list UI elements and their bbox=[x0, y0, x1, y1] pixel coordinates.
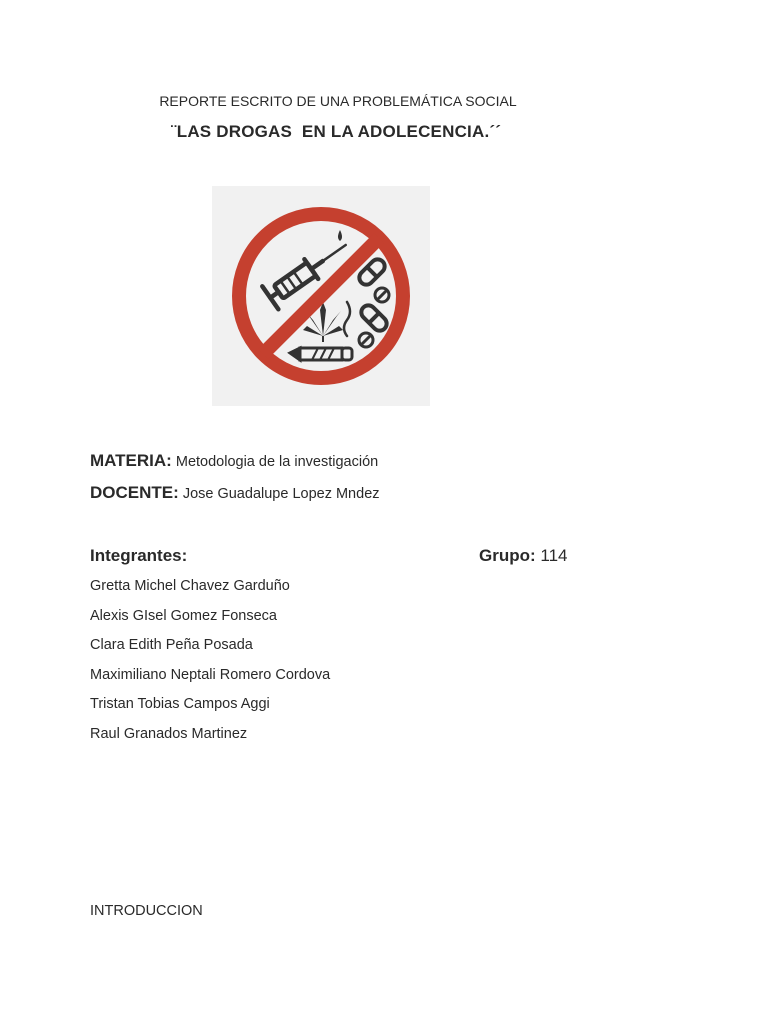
members-list bbox=[90, 577, 330, 755]
grupo-value: 114 bbox=[540, 546, 568, 565]
capsule-icon bbox=[358, 302, 389, 333]
member-item: Clara Edith Peña Posada bbox=[90, 637, 253, 654]
member-item: Gretta Michel Chavez Garduño bbox=[90, 578, 290, 594]
no-drugs-image bbox=[212, 186, 430, 406]
materia-value: Metodologia de la investigación bbox=[175, 454, 379, 470]
docente-value: Jose Guadalupe Lopez Mndez bbox=[182, 486, 380, 502]
integrantes-label: Integrantes: bbox=[90, 546, 188, 565]
grupo-field bbox=[479, 546, 568, 566]
materia-label: MATERIA: bbox=[90, 451, 172, 470]
drop-icon bbox=[338, 230, 342, 241]
report-title: ¨LAS DROGAS EN LA ADOLECENCIA.´´ bbox=[170, 122, 502, 141]
grupo-label: Grupo: bbox=[479, 546, 536, 565]
smoke-icon bbox=[344, 302, 350, 336]
docente-label: DOCENTE: bbox=[90, 483, 179, 502]
member-item: Alexis GIsel Gomez Fonseca bbox=[90, 607, 277, 624]
introduction-heading: INTRODUCCION bbox=[90, 903, 203, 919]
joint-icon bbox=[290, 348, 352, 360]
no-drugs-icon bbox=[212, 186, 430, 406]
member-item: Maximiliano Neptali Romero Cordova bbox=[90, 666, 331, 683]
member-item: Tristan Tobias Campos Aggi bbox=[90, 696, 270, 713]
prohibition-ring-icon bbox=[239, 214, 403, 378]
materia-field bbox=[90, 451, 378, 471]
docente-field bbox=[90, 483, 380, 503]
member-item: Raul Granados Martinez bbox=[90, 725, 248, 742]
report-subtitle: REPORTE ESCRITO DE UNA PROBLEMÁTICA SOCIAL bbox=[159, 93, 517, 109]
